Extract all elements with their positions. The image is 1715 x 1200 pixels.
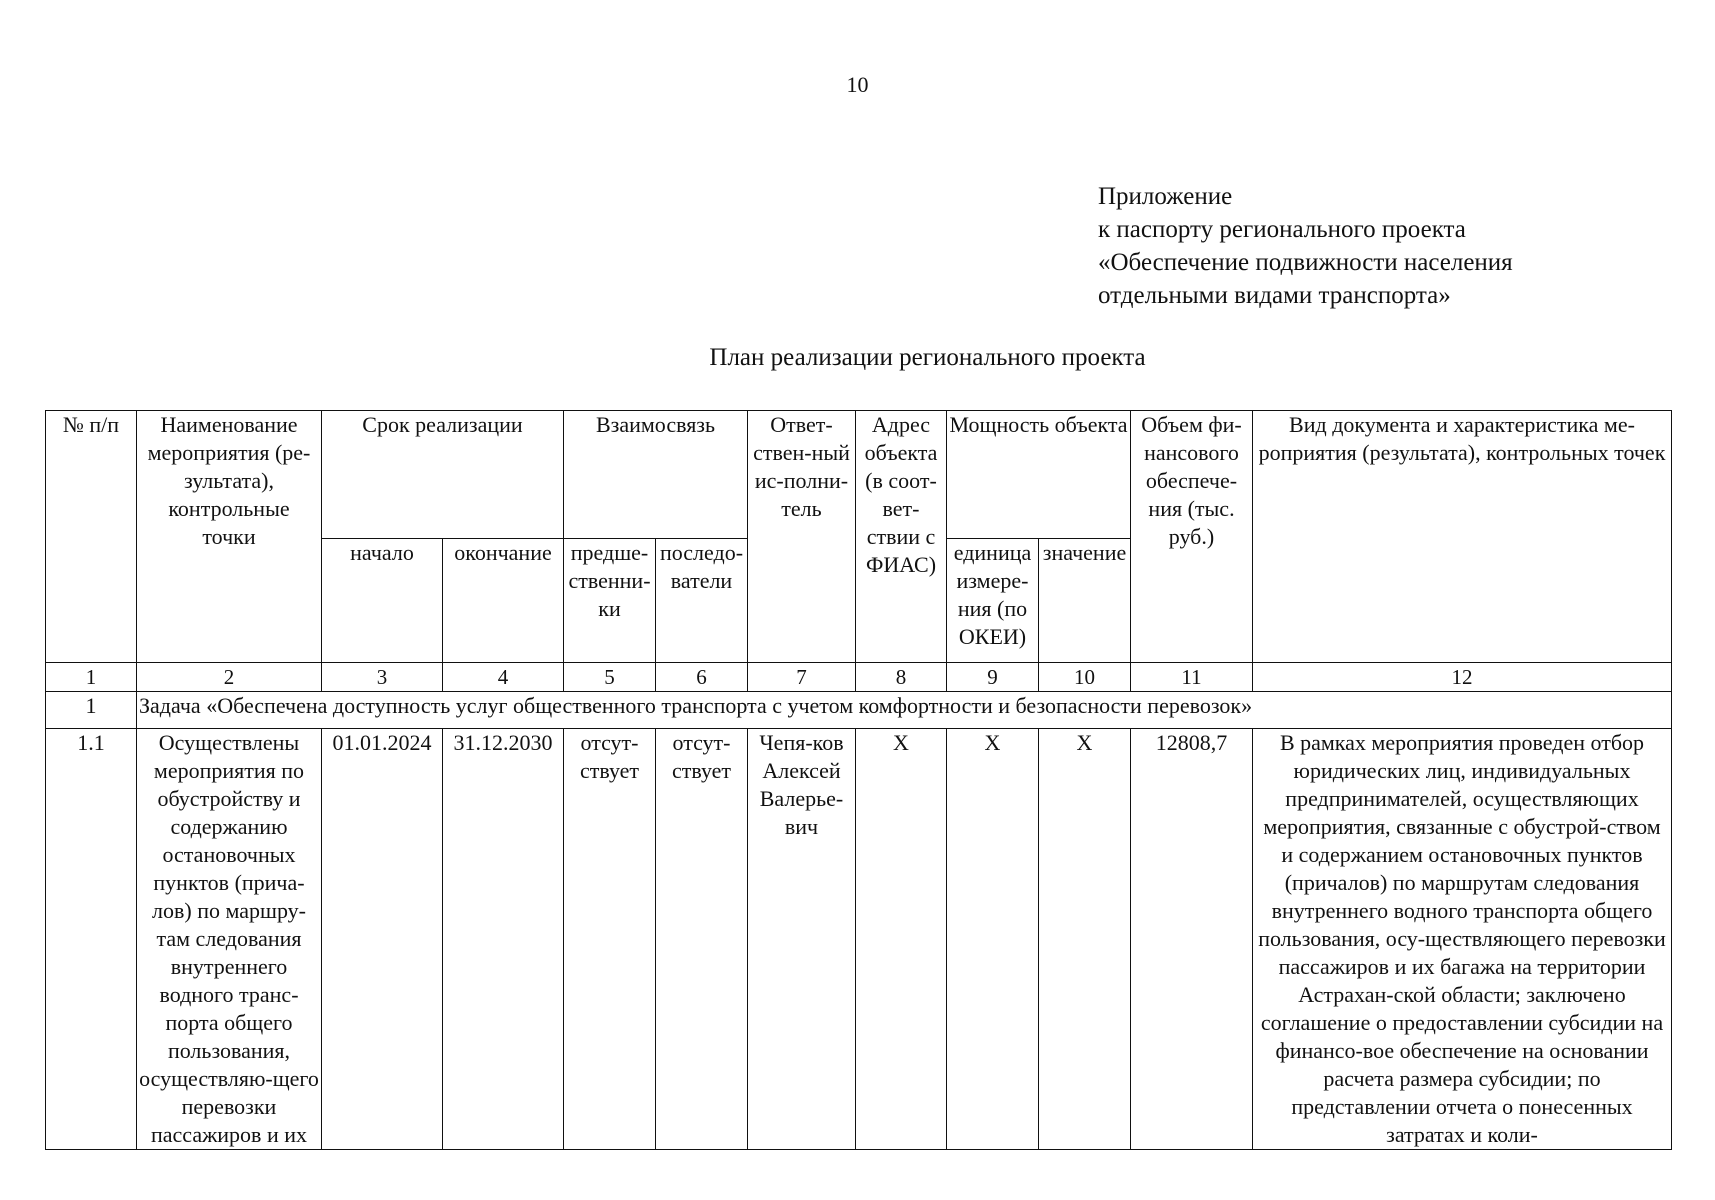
header-doc: Вид документа и характеристика ме-роприятия (результата), контрольных точек xyxy=(1253,411,1672,663)
header-capacity: Мощность объекта xyxy=(947,411,1131,539)
column-number: 9 xyxy=(947,663,1039,692)
column-number: 2 xyxy=(137,663,322,692)
header-predecessors: предше-ственни-ки xyxy=(564,539,656,663)
appendix-line: Приложение xyxy=(1098,183,1233,210)
row-name: Осуществлены мероприятия по обустройству и содержанию остановочных пунктов (прича-лов) по маршру-там следования внутреннего водного транс-порта общего пользования, осуществляю-щего перевозки пассажиров и их xyxy=(137,729,322,1150)
row-successors: отсут-ствует xyxy=(656,729,748,1150)
appendix-heading xyxy=(1098,180,1513,312)
row-start: 01.01.2024 xyxy=(322,729,443,1150)
appendix-line: «Обеспечение подвижности населения xyxy=(1098,249,1513,276)
row-unit: X xyxy=(947,729,1039,1150)
row-finance: 12808,7 xyxy=(1131,729,1253,1150)
header-name: Наименование мероприятия (ре-зультата), контрольные точки xyxy=(137,411,322,663)
row-num: 1.1 xyxy=(46,729,137,1150)
table-row xyxy=(46,729,1672,1150)
column-number: 1 xyxy=(46,663,137,692)
header-finance: Объем фи-нансового обеспече-ния (тыс. руб.) xyxy=(1131,411,1253,663)
header-address: Адрес объекта (в соот-вет-ствии с ФИАС) xyxy=(856,411,947,663)
plan-title: План реализации регионального проекта xyxy=(709,344,1146,371)
row-predecessors: отсут-ствует xyxy=(564,729,656,1150)
column-number: 8 xyxy=(856,663,947,692)
column-number: 5 xyxy=(564,663,656,692)
column-number: 11 xyxy=(1131,663,1253,692)
header-value: значение xyxy=(1039,539,1131,663)
column-number: 4 xyxy=(443,663,564,692)
header-end: окончание xyxy=(443,539,564,663)
row-doc: В рамках мероприятия проведен отбор юридических лиц, индивидуальных предпринимателей, осуществляющих мероприятия, связанные с обустрой-ством и содержанием остановочных пунктов (причалов) по маршрутам следования внутреннего водного транспорта общего пользования, осу-ществляющего перевозки пассажиров и их багажа на территории Астрахан-ской области; заключено соглашение о предоставлении субсидии на финансо-вое обеспечение на основании расчета размера субсидии; по представлении отчета о понесенных затратах и коли- xyxy=(1253,729,1672,1150)
header-relation: Взаимосвязь xyxy=(564,411,748,539)
header-responsible: Ответ-ствен-ный ис-полни-тель xyxy=(748,411,856,663)
row-address: X xyxy=(856,729,947,1150)
header-num: № п/п xyxy=(46,411,137,663)
column-number: 6 xyxy=(656,663,748,692)
row-end: 31.12.2030 xyxy=(443,729,564,1150)
row-responsible: Чепя-ков Алексей Валерье-вич xyxy=(748,729,856,1150)
plan-table xyxy=(45,410,1672,1150)
column-number: 10 xyxy=(1039,663,1131,692)
column-number: 7 xyxy=(748,663,856,692)
column-number: 12 xyxy=(1253,663,1672,692)
appendix-line: к паспорту регионального проекта xyxy=(1098,216,1466,243)
column-number: 3 xyxy=(322,663,443,692)
page-number: 10 xyxy=(846,72,869,97)
header-successors: последо-ватели xyxy=(656,539,748,663)
row-value: X xyxy=(1039,729,1131,1150)
header-term: Срок реализации xyxy=(322,411,564,539)
task-text: Задача «Обеспечена доступность услуг общественного транспорта с учетом комфортности и безопасности перевозок» xyxy=(137,692,1672,729)
task-num: 1 xyxy=(46,692,137,729)
header-start: начало xyxy=(322,539,443,663)
appendix-line: отдельными видами транспорта» xyxy=(1098,282,1451,309)
header-unit: единица измере-ния (по ОКЕИ) xyxy=(947,539,1039,663)
